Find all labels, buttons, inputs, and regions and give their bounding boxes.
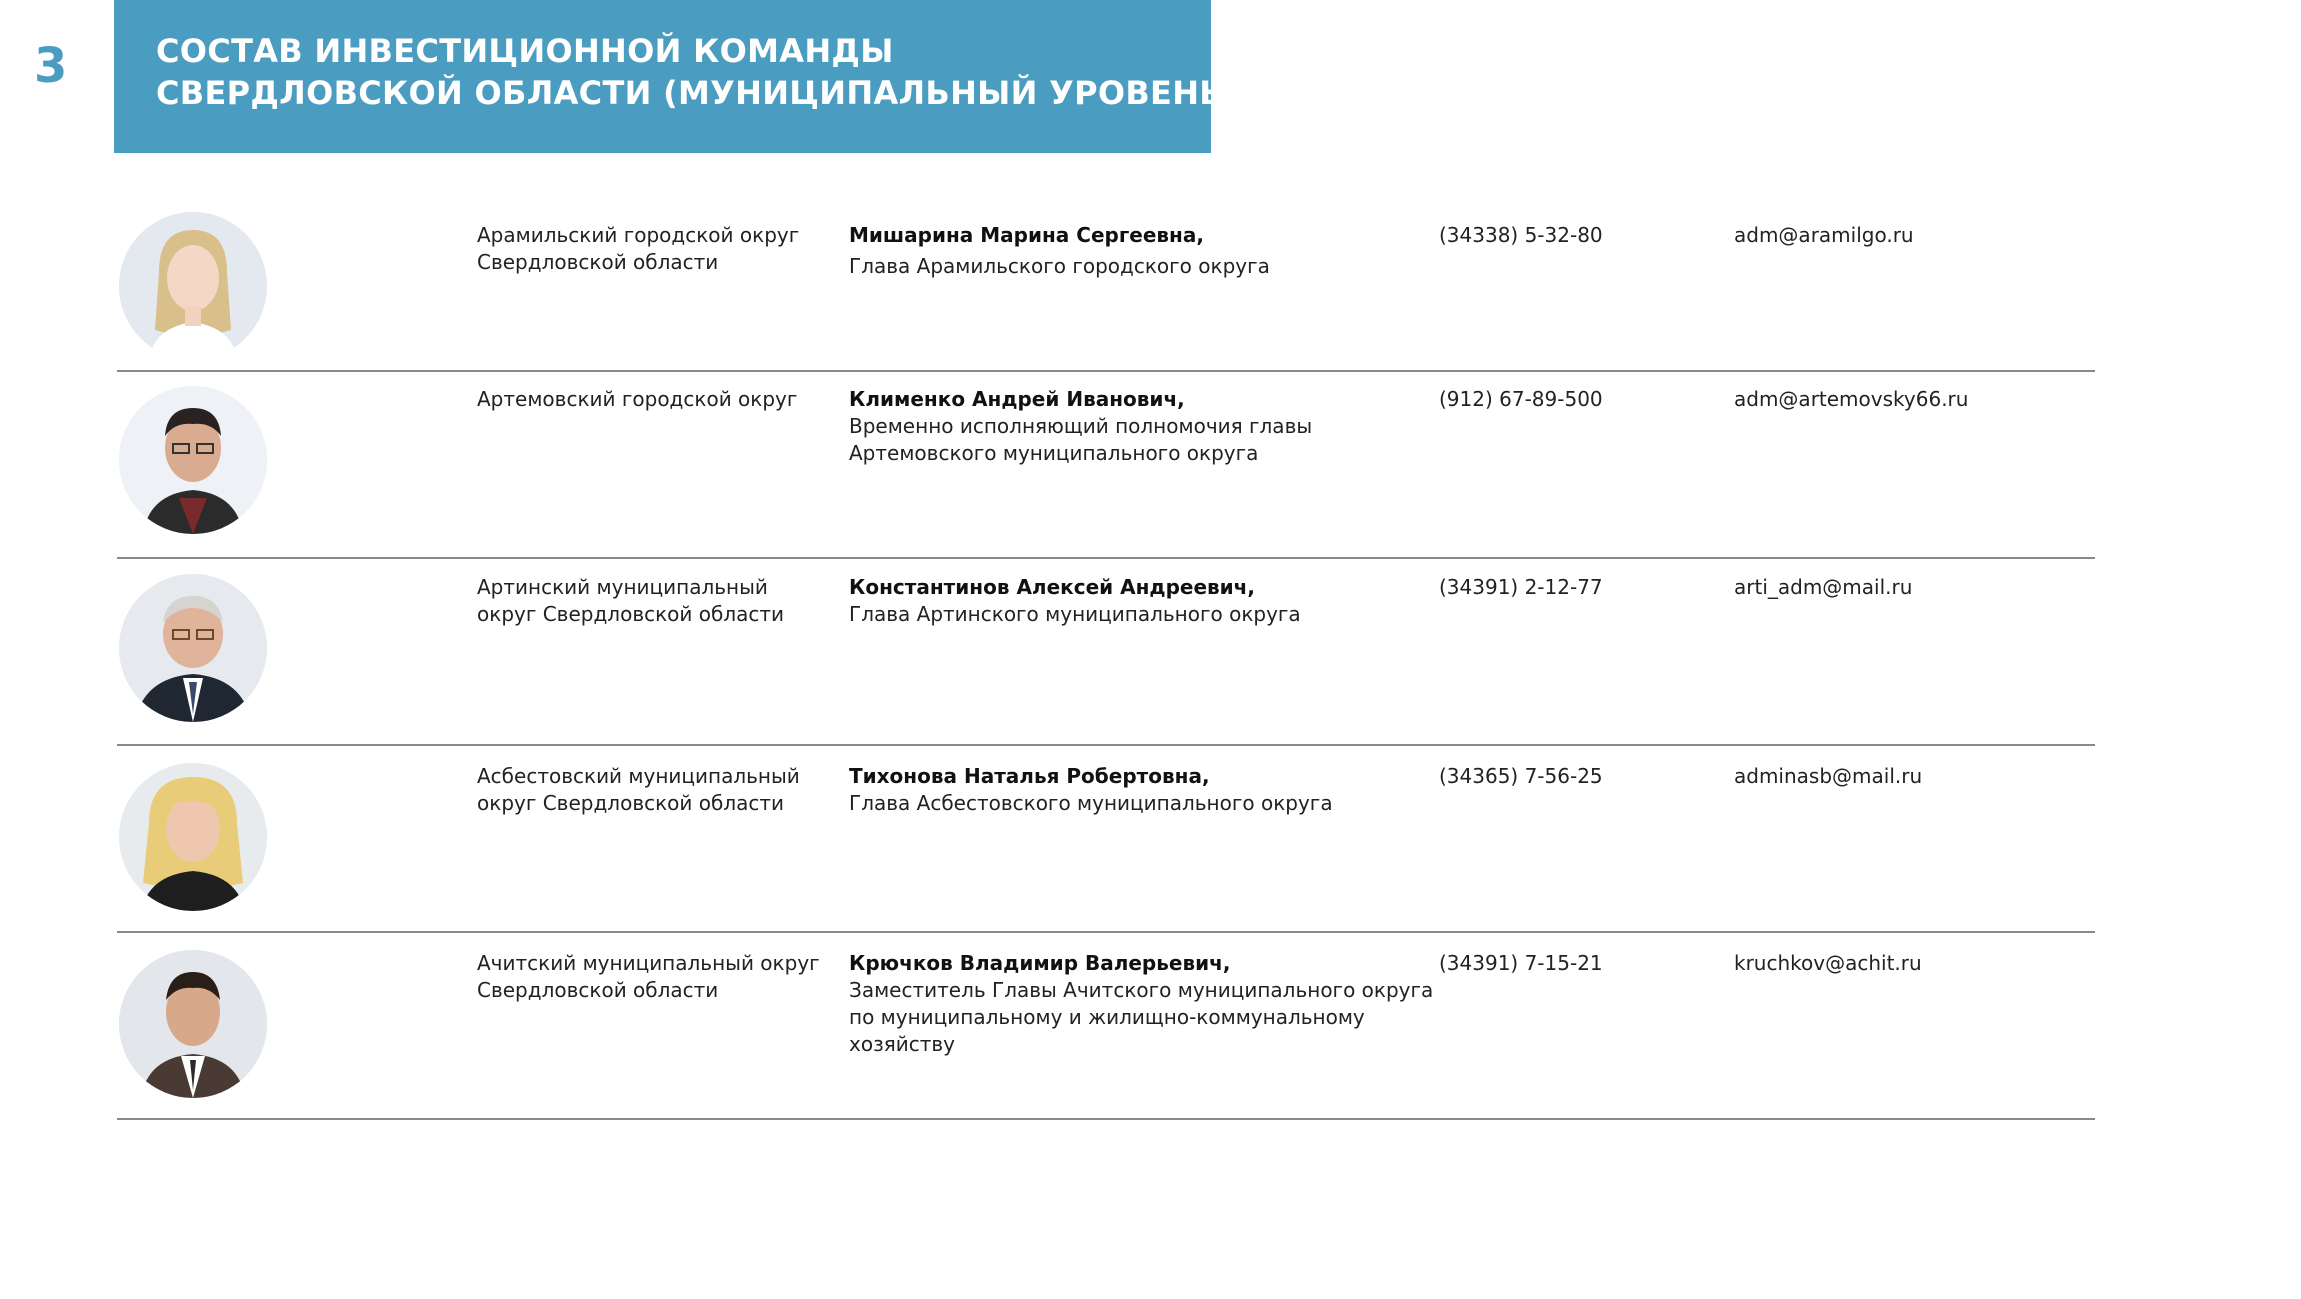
district-name: Асбестовский муниципальный округ Свердловской области [477,764,800,815]
person-info [849,386,1439,467]
page-title-line-1: СОСТАВ ИНВЕСТИЦИОННОЙ КОМАНДЫ [156,32,894,70]
team-row [117,933,2095,1120]
person-info [849,950,1439,1058]
page-title-line-2: СВЕРДЛОВСКОЙ ОБЛАСТИ (МУНИЦИПАЛЬНЫЙ УРОВЕНЬ) [156,74,1239,112]
team-row [117,746,2095,933]
person-info [849,763,1439,817]
person-position: Глава Арамильского городского округа [849,254,1270,278]
district-name: Артемовский городской округ [477,387,798,411]
person-photo [119,950,267,1098]
person-name: Мишарина Марина Сергеевна, [849,223,1204,247]
email-link[interactable]: kruchkov@achit.ru [1734,951,1922,975]
person-position: Глава Артинского муниципального округа [849,602,1301,626]
district-name: Ачитский муниципальный округ Свердловской области [477,951,820,1002]
person-name: Крючков Владимир Валерьевич, [849,951,1231,975]
person-photo [119,574,267,722]
person-name: Константинов Алексей Андреевич, [849,575,1256,599]
person-name: Тихонова Наталья Робертовна, [849,764,1210,788]
email-link[interactable]: adm@artemovsky66.ru [1734,387,1969,411]
team-row [117,210,2095,372]
phone-number: (912) 67-89-500 [1439,387,1603,411]
team-row [117,559,2095,746]
email-link[interactable]: arti_adm@mail.ru [1734,575,1913,599]
person-photo [119,386,267,534]
email-link[interactable]: adm@aramilgo.ru [1734,223,1914,247]
email-link[interactable]: adminasb@mail.ru [1734,764,1923,788]
title-banner [114,0,1239,153]
person-photo [119,763,267,911]
district-name: Артинский муниципальный округ Свердловской области [477,575,785,626]
district-name: Арамильский городской округ Свердловской области [477,223,800,274]
person-info [849,222,1439,280]
phone-number: (34391) 7-15-21 [1439,951,1603,975]
phone-number: (34338) 5-32-80 [1439,223,1603,247]
person-position: Временно исполняющий полномочия главы Артемовского муниципального округа [849,414,1313,465]
person-photo [119,212,267,360]
person-name: Клименко Андрей Иванович, [849,387,1185,411]
page-title [156,30,1239,114]
team-list [117,210,2095,1120]
team-row [117,372,2095,559]
page-number: 3 [34,38,68,94]
phone-number: (34365) 7-56-25 [1439,764,1603,788]
person-position: Глава Асбестовского муниципального округа [849,791,1333,815]
phone-number: (34391) 2-12-77 [1439,575,1603,599]
person-info [849,574,1439,628]
person-position: Заместитель Главы Ачитского муниципального округа по муниципальному и жилищно-коммунальному хозяйству [849,978,1434,1056]
